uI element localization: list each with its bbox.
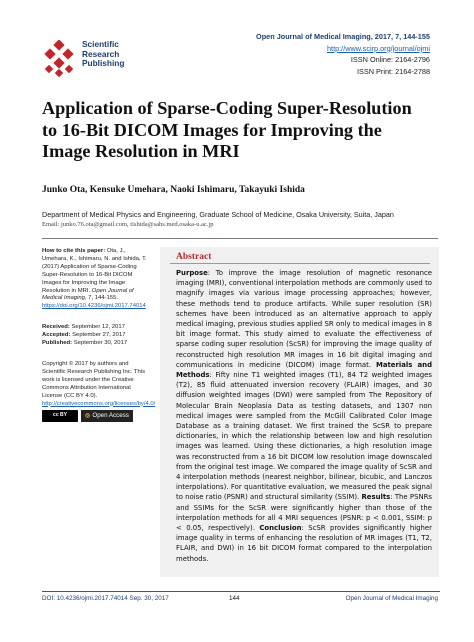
journal-citation: Open Journal of Medical Imaging, 2017, 7, 144-155 xyxy=(256,32,430,41)
abstract-heading: Abstract xyxy=(176,252,212,262)
journal-url-link[interactable]: http://www.scirp.org/journal/ojmi xyxy=(326,43,430,53)
cc-by-badge-icon[interactable]: cc BY xyxy=(42,410,78,422)
footer-doi: DOI: 10.4236/ojmi.2017.74014 Sep. 30, 2017 xyxy=(42,595,169,602)
open-lock-icon: ◎ xyxy=(85,412,91,420)
scirp-logo-icon xyxy=(40,40,78,78)
methods-text: : Fifty nine T1 weighted images (T1), 84 T2 weighted images (T2), 85 fluid attenuated inversion recovery (FLAIR) images, and 30 diffusion weighted images (DWI) were sampled from The Repository of Molecular Brain Neoplasia Data as testing datasets, and 1307 non medical images were sampled from the McGill Calibrated Color Image Database as a training dataset. We first trained the ScSR to prepare dictionaries, in which the relationship between low and high resolution images was learned. Using these dictionaries, a high resolution image was reconstructed from a 16 bit DICOM low resolution image downscaled from the original test image. We compared the image quality of ScSR and 4 interpolation methods (nearest neighbor, bilinear, bicubic, and Lanczos interpolations). For quantitative evaluation, we measured the peak signal to noise ratio (PSNR) and structural similarity (SSIM). xyxy=(176,371,432,502)
cite-text: Ota, J., Umehara, K., Ishimaru, N. and Ishida, T. (2017) Application of Sparse-Coding Super-Resolution to 16-Bit DICOM Images for Improving the Image Resolution in MRI. xyxy=(42,248,147,294)
conclusion-label: Conclusion xyxy=(259,524,302,533)
purpose-text: : To improve the image resolution of magnetic resonance imaging (MRI), conventional interpolation methods are commonly used to magnify images via various image processing approaches; however, these methods tend to produce artifacts. While super resolution (SR) schemes have been introduced as an alternative approach to apply medical imaging, previous studies applied SR only to medical images in 8 bit image format. This study aimed to evaluate the effectiveness of sparse coding super resolution (ScSR) for improving the image quality of reconstructed high resolution MR images in 16 bit digital imaging and communications in medicine (DICOM) image format. xyxy=(176,269,432,369)
results-text: : The PSNRs and SSIMs for the ScSR were significantly higher than those of the interpolation methods for all 4 MRI sequences (PSNR: p < 0.001, SSIM: p < 0.05, respectively). xyxy=(176,493,432,533)
citation-block xyxy=(42,248,152,311)
abstract-body xyxy=(176,268,432,564)
journal-info xyxy=(256,31,430,77)
copyright-text: Copyright © 2017 by authors and Scientific Research Publishing Inc. This work is licensed under the Creative Commons Attribution International License (CC BY 4.0). xyxy=(42,360,146,399)
results-label: Results xyxy=(361,493,391,502)
accepted-date: September 27, 2017 xyxy=(72,332,126,339)
open-access-label: Open Access xyxy=(92,412,129,420)
author-list: Junko Ota, Kensuke Umehara, Naoki Ishimaru, Takayuki Ishida xyxy=(42,185,305,195)
conclusion-text: : ScSR provides significantly higher image quality in terms of enhancing the resolution of MR images (T1, T2, FLAIR, and DWI) in 16 bit DICOM format compared to the interpolation methods. xyxy=(176,524,432,563)
publisher-name xyxy=(82,40,124,69)
published-label: Published: xyxy=(42,340,73,347)
author-email: Email: junko.76.ota@gmail.com, tishida@sahs.med.osaka-u.ac.jp xyxy=(42,221,214,228)
sidebar xyxy=(42,248,156,422)
copyright-block xyxy=(42,360,156,408)
issn-online: ISSN Online: 2164-2796 xyxy=(350,55,430,64)
cite-heading: How to cite this paper: xyxy=(42,248,106,254)
accepted-label: Accepted: xyxy=(42,332,71,339)
doi-link[interactable]: https://doi.org/10.4236/ojmi.2017.74014 xyxy=(42,303,146,310)
publisher-line: Research xyxy=(82,48,120,59)
abstract-divider xyxy=(170,263,430,264)
date-block xyxy=(42,324,152,348)
title-line: to 16-Bit DICOM Images for Improving the xyxy=(42,119,382,140)
publisher-line: Publishing xyxy=(82,58,125,69)
cite-journal: Open Journal of Medical Imaging, xyxy=(42,287,134,302)
footer-divider xyxy=(42,591,440,592)
received-date: September 12, 2017 xyxy=(71,324,125,331)
affiliation: Department of Medical Physics and Engineering, Graduate School of Medicine, Osaka University, Suita, Japan xyxy=(42,210,394,219)
title-line: Application of Sparse-Coding Super-Resolution xyxy=(42,98,412,118)
purpose-label: Purpose xyxy=(176,269,208,277)
received-label: Received: xyxy=(42,324,70,331)
page-number: 144 xyxy=(229,595,240,602)
published-date: September 30, 2017 xyxy=(73,340,128,347)
methods-label: Materials and Methods xyxy=(176,360,433,380)
issn-print: ISSN Print: 2164-2788 xyxy=(356,66,430,76)
cite-volume: 7, 144-155. xyxy=(88,295,118,302)
divider xyxy=(42,238,438,239)
open-access-badge[interactable] xyxy=(81,410,133,422)
cc-license-link[interactable]: http://creativecommons.org/licenses/by/4.0/ xyxy=(42,400,156,407)
footer-journal: Open Journal of Medical Imaging xyxy=(345,595,438,602)
title-line: Image Resolution in MRI xyxy=(42,141,240,161)
publisher-line: Scientific xyxy=(82,39,119,49)
paper-title xyxy=(42,98,442,163)
license-badges xyxy=(42,410,152,422)
